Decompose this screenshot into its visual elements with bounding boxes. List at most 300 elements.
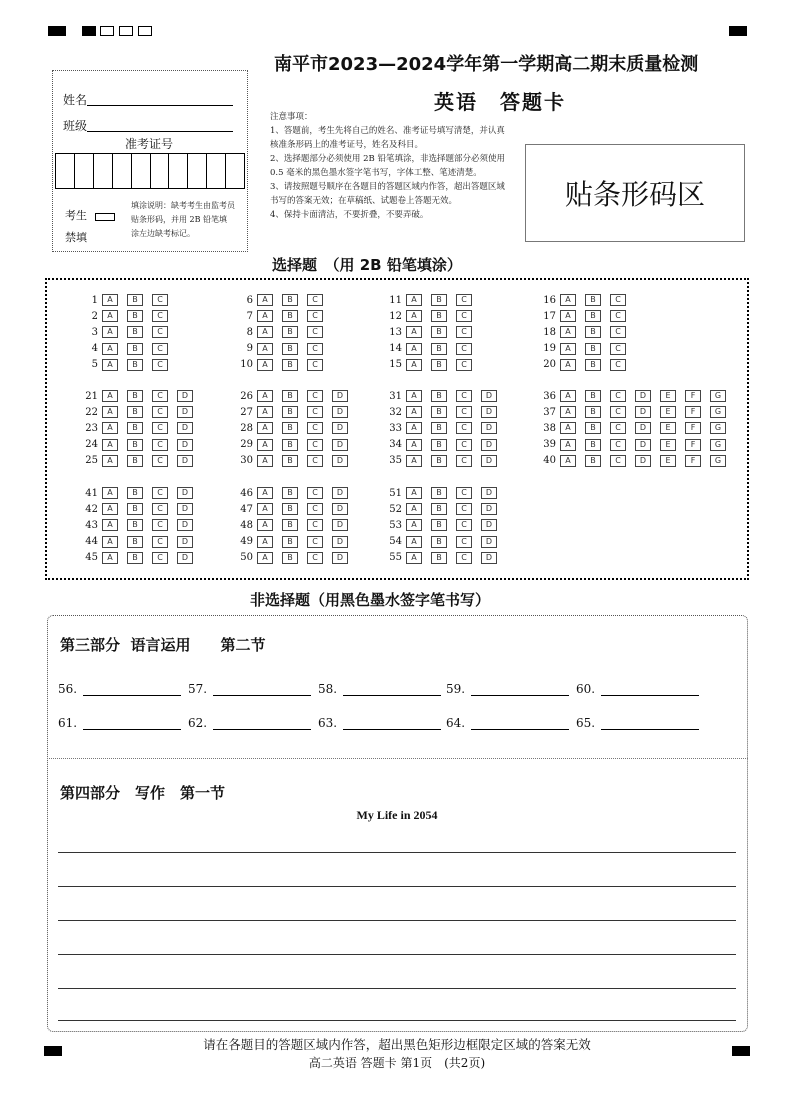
option-bubble[interactable]: D [481,487,497,499]
option-bubble[interactable]: A [257,406,273,418]
option-bubble[interactable]: A [406,503,422,515]
option-bubble[interactable]: C [152,359,168,371]
blank-58[interactable] [318,682,441,696]
question-row [231,390,357,402]
question-row [76,552,202,564]
option-bubble[interactable]: C [307,310,323,322]
option-bubble[interactable]: B [282,536,298,548]
option-bubble[interactable]: B [431,326,447,338]
option-bubble[interactable]: D [635,439,651,451]
corner-mark-top-right [729,26,747,36]
option-bubble[interactable]: C [456,326,472,338]
option-bubble[interactable]: D [332,519,348,531]
option-bubble[interactable]: A [102,455,118,467]
option-bubble[interactable]: C [610,390,626,402]
option-bubble[interactable]: D [481,519,497,531]
option-bubble[interactable]: C [456,439,472,451]
option-bubble[interactable]: C [456,343,472,355]
option-bubble[interactable]: C [610,455,626,467]
option-bubble[interactable]: B [127,455,143,467]
option-bubble[interactable]: D [635,406,651,418]
exam-id-grid[interactable] [55,153,245,189]
option-bubble[interactable]: A [406,343,422,355]
option-bubble[interactable]: D [177,455,193,467]
option-bubble[interactable]: A [406,294,422,306]
question-number: 25 [85,455,98,467]
option-bubble[interactable]: G [710,439,726,451]
option-bubble[interactable]: D [635,455,651,467]
question-row [534,390,735,402]
option-bubble[interactable]: C [456,487,472,499]
option-bubble[interactable]: B [127,310,143,322]
option-bubble[interactable]: C [456,503,472,515]
option-bubble[interactable]: C [610,406,626,418]
option-bubble[interactable]: B [127,390,143,402]
option-bubble[interactable]: B [585,390,601,402]
question-number: 52 [389,503,402,515]
option-bubble[interactable]: A [102,326,118,338]
writing-line[interactable] [58,1020,736,1021]
option-bubble[interactable]: B [127,552,143,564]
writing-line[interactable] [58,920,736,921]
question-row [534,406,735,418]
blank-number: 60. [576,682,596,696]
option-bubble[interactable]: B [431,294,447,306]
question-row [231,439,357,451]
option-bubble[interactable]: D [177,519,193,531]
option-bubble[interactable]: A [257,422,273,434]
option-bubble[interactable]: A [560,359,576,371]
option-bubble[interactable]: B [431,455,447,467]
option-bubble[interactable]: C [456,422,472,434]
option-bubble[interactable]: B [282,503,298,515]
option-bubble[interactable]: C [456,406,472,418]
option-bubble[interactable]: C [307,343,323,355]
option-bubble[interactable]: D [332,487,348,499]
option-bubble[interactable]: F [685,390,701,402]
option-bubble[interactable]: E [660,422,676,434]
option-bubble[interactable]: B [127,487,143,499]
option-bubble[interactable]: A [406,519,422,531]
option-bubble[interactable]: A [102,390,118,402]
blank-56[interactable] [58,682,181,696]
option-bubble[interactable]: A [257,519,273,531]
option-bubble[interactable]: C [456,294,472,306]
option-bubble[interactable]: A [257,536,273,548]
corner-mark-top-left [48,26,66,36]
option-bubble[interactable]: G [710,422,726,434]
option-bubble[interactable]: B [585,455,601,467]
option-bubble[interactable]: B [431,519,447,531]
option-bubble[interactable]: A [560,390,576,402]
question-number: 19 [543,343,556,355]
option-bubble[interactable]: G [710,406,726,418]
option-bubble[interactable]: B [282,343,298,355]
option-bubble[interactable]: A [257,390,273,402]
question-row [76,343,177,355]
option-bubble[interactable]: B [282,310,298,322]
option-bubble[interactable]: D [332,406,348,418]
notice-item: 2、选择题部分必须使用 2B 铅笔填涂，非选择题部分必须使用 0.5 毫米的黑色墨水签字笔书写，字体工整、笔迹清楚。 [270,154,505,178]
option-bubble[interactable]: D [481,536,497,548]
option-bubble[interactable]: B [585,343,601,355]
option-bubble[interactable]: D [481,503,497,515]
option-bubble[interactable]: C [456,359,472,371]
option-bubble[interactable]: A [257,294,273,306]
option-bubble[interactable]: B [282,294,298,306]
card-subtitle: 英语 答题卡 [434,90,566,114]
option-bubble[interactable]: C [152,552,168,564]
option-bubble[interactable]: B [127,422,143,434]
option-bubble[interactable]: F [685,406,701,418]
non-choice-area [47,615,748,1032]
writing-line[interactable] [58,954,736,955]
option-bubble[interactable]: A [257,310,273,322]
option-bubble[interactable]: D [332,503,348,515]
option-bubble[interactable]: A [560,294,576,306]
class-field[interactable] [63,117,233,134]
option-bubble[interactable]: A [257,487,273,499]
option-bubble[interactable]: A [406,455,422,467]
blank-59[interactable] [446,682,569,696]
option-bubble[interactable]: A [560,326,576,338]
option-bubble[interactable]: D [177,390,193,402]
option-bubble[interactable]: A [406,439,422,451]
writing-line[interactable] [58,988,736,989]
blank-line [213,683,311,696]
question-number: 2 [91,310,98,322]
option-bubble[interactable]: B [585,294,601,306]
option-bubble[interactable]: B [585,310,601,322]
blank-60[interactable] [576,682,699,696]
option-bubble[interactable]: C [610,422,626,434]
option-bubble[interactable]: A [560,343,576,355]
option-bubble[interactable]: F [685,455,701,467]
option-bubble[interactable]: A [102,406,118,418]
question-number: 1 [91,294,98,306]
option-bubble[interactable]: D [177,503,193,515]
notice-item: 3、请按照题号顺序在各题目的答题区域内作答，超出答题区域书写的答案无效；在草稿纸、试题卷上答题无效。 [270,182,505,206]
option-bubble[interactable]: D [635,422,651,434]
option-bubble[interactable]: B [431,390,447,402]
option-bubble[interactable]: A [560,422,576,434]
blank-62[interactable] [188,716,311,730]
option-bubble[interactable]: B [127,294,143,306]
option-bubble[interactable]: C [456,390,472,402]
option-bubble[interactable]: B [431,487,447,499]
option-bubble[interactable]: B [127,406,143,418]
option-bubble[interactable]: B [282,422,298,434]
option-bubble[interactable]: B [127,519,143,531]
option-bubble[interactable]: F [685,439,701,451]
option-bubble[interactable]: B [431,343,447,355]
absent-mark-box[interactable] [95,213,115,221]
section-divider [47,758,748,759]
option-bubble[interactable]: B [431,536,447,548]
option-bubble[interactable]: C [152,294,168,306]
question-number: 30 [240,455,253,467]
option-bubble[interactable]: D [481,455,497,467]
option-bubble[interactable]: B [127,359,143,371]
blank-65[interactable] [576,716,699,730]
option-bubble[interactable]: D [332,455,348,467]
option-bubble[interactable]: D [332,390,348,402]
notice-item: 4、保持卡面清洁，不要折叠，不要弄破。 [270,210,429,220]
option-bubble[interactable]: C [307,359,323,371]
option-bubble[interactable]: B [282,406,298,418]
option-bubble[interactable]: B [431,552,447,564]
option-bubble[interactable]: C [152,487,168,499]
option-bubble[interactable]: D [332,439,348,451]
option-bubble[interactable]: A [257,439,273,451]
option-bubble[interactable]: D [481,552,497,564]
question-number: 9 [246,343,253,355]
writing-line[interactable] [58,852,736,853]
blank-61[interactable] [58,716,181,730]
option-bubble[interactable]: C [307,503,323,515]
option-bubble[interactable]: A [257,343,273,355]
option-bubble[interactable]: C [152,503,168,515]
option-bubble[interactable]: B [282,519,298,531]
option-bubble[interactable]: C [307,536,323,548]
option-bubble[interactable]: D [177,422,193,434]
option-bubble[interactable]: C [610,310,626,322]
question-number: 37 [543,406,556,418]
option-bubble[interactable]: C [307,422,323,434]
option-bubble[interactable]: C [307,406,323,418]
question-number: 31 [389,390,402,402]
option-bubble[interactable]: A [102,487,118,499]
option-bubble[interactable]: C [152,343,168,355]
option-bubble[interactable]: B [127,439,143,451]
option-bubble[interactable]: A [560,455,576,467]
question-row [534,326,635,338]
option-bubble[interactable]: D [332,536,348,548]
option-bubble[interactable]: C [307,519,323,531]
option-bubble[interactable]: C [152,536,168,548]
option-bubble[interactable]: A [406,552,422,564]
option-bubble[interactable]: B [127,536,143,548]
notice-item: 1、答题前，考生先将自己的姓名、准考证号填写清楚，并认真核准条形码上的准考证号，姓名及科目。 [270,126,505,150]
option-bubble[interactable]: A [102,552,118,564]
question-row [76,359,177,371]
question-number: 48 [240,519,253,531]
option-bubble[interactable]: B [585,406,601,418]
option-bubble[interactable]: G [710,455,726,467]
option-bubble[interactable]: C [152,439,168,451]
choice-heading: 选择题 （用 2B 铅笔填涂） [272,256,462,274]
option-bubble[interactable]: D [481,422,497,434]
option-bubble[interactable]: A [102,536,118,548]
option-bubble[interactable]: B [431,310,447,322]
option-bubble[interactable]: D [332,422,348,434]
option-bubble[interactable]: B [282,552,298,564]
option-bubble[interactable]: B [282,326,298,338]
footer-warning: 请在各题目的答题区域内作答，超出黑色矩形边框限定区域的答案无效 [203,1037,591,1052]
option-bubble[interactable]: C [610,294,626,306]
option-bubble[interactable]: A [102,343,118,355]
option-bubble[interactable]: C [307,455,323,467]
option-bubble[interactable]: C [610,326,626,338]
option-bubble[interactable]: C [610,343,626,355]
option-bubble[interactable]: B [431,359,447,371]
option-bubble[interactable]: C [610,439,626,451]
option-bubble[interactable]: A [102,359,118,371]
option-bubble[interactable]: B [127,343,143,355]
option-bubble[interactable]: C [152,519,168,531]
option-bubble[interactable]: D [481,439,497,451]
option-bubble[interactable]: C [456,455,472,467]
option-bubble[interactable]: C [610,359,626,371]
option-bubble[interactable]: B [431,439,447,451]
option-bubble[interactable]: C [456,552,472,564]
blank-57[interactable] [188,682,311,696]
option-bubble[interactable]: B [127,503,143,515]
question-row [380,519,506,531]
question-row [76,536,202,548]
name-field[interactable] [63,91,233,108]
question-row [380,406,506,418]
question-row [380,294,481,306]
option-bubble[interactable]: C [307,390,323,402]
option-bubble[interactable]: B [282,359,298,371]
question-row [231,310,332,322]
option-bubble[interactable]: C [152,390,168,402]
question-number: 45 [85,552,98,564]
option-bubble[interactable]: C [456,310,472,322]
option-bubble[interactable]: A [102,519,118,531]
blank-64[interactable] [446,716,569,730]
absent-label [65,205,87,249]
option-bubble[interactable]: C [152,326,168,338]
blank-63[interactable] [318,716,441,730]
option-bubble[interactable]: D [177,536,193,548]
option-bubble[interactable]: F [685,422,701,434]
option-bubble[interactable]: E [660,406,676,418]
option-bubble[interactable]: A [102,310,118,322]
option-bubble[interactable]: E [660,390,676,402]
option-bubble[interactable]: B [585,422,601,434]
option-bubble[interactable]: C [307,439,323,451]
option-bubble[interactable]: A [560,439,576,451]
option-bubble[interactable]: B [585,439,601,451]
option-bubble[interactable]: A [102,503,118,515]
option-bubble[interactable]: A [560,406,576,418]
exam-title: 南平市2023—2024学年第一学期高二期末质量检测 [274,54,699,75]
question-number: 50 [240,552,253,564]
option-bubble[interactable]: D [177,439,193,451]
question-number: 6 [246,294,253,306]
option-bubble[interactable]: A [406,390,422,402]
option-bubble[interactable]: B [282,455,298,467]
option-bubble[interactable]: B [431,406,447,418]
question-row [76,406,202,418]
part4-heading: 第四部分 写作 第一节 [60,784,226,802]
page-marker-empty [138,26,152,36]
option-bubble[interactable]: A [406,406,422,418]
question-row [231,487,357,499]
option-bubble[interactable]: D [481,406,497,418]
option-bubble[interactable]: C [456,519,472,531]
option-bubble[interactable]: C [152,455,168,467]
option-bubble[interactable]: C [152,310,168,322]
option-bubble[interactable]: C [152,422,168,434]
option-bubble[interactable]: B [282,390,298,402]
option-bubble[interactable]: A [406,326,422,338]
option-bubble[interactable]: E [660,439,676,451]
option-bubble[interactable]: A [102,294,118,306]
option-bubble[interactable]: A [406,536,422,548]
page-number: 高二英语 答题卡 第1页 (共2页) [308,1056,486,1070]
option-bubble[interactable]: B [282,487,298,499]
option-bubble[interactable]: C [307,326,323,338]
blank-number: 58. [318,682,338,696]
barcode-label: 贴条形码区 [564,178,705,211]
exam-id-label: 准考证号 [125,137,174,151]
question-number: 41 [85,487,98,499]
question-row [534,294,635,306]
name-line [87,91,233,106]
option-bubble[interactable]: B [127,326,143,338]
option-bubble[interactable]: D [481,390,497,402]
option-bubble[interactable]: A [102,439,118,451]
option-bubble[interactable]: C [307,487,323,499]
option-bubble[interactable]: B [431,503,447,515]
question-number: 39 [543,439,556,451]
option-bubble[interactable]: A [406,310,422,322]
student-info-box [52,70,248,252]
option-bubble[interactable]: B [431,422,447,434]
question-number: 10 [240,359,253,371]
option-bubble[interactable]: A [257,359,273,371]
option-bubble[interactable]: E [660,455,676,467]
option-bubble[interactable]: A [257,552,273,564]
option-bubble[interactable]: C [152,406,168,418]
option-bubble[interactable]: G [710,390,726,402]
option-bubble[interactable]: D [177,406,193,418]
question-row [534,422,735,434]
option-bubble[interactable]: B [585,326,601,338]
option-bubble[interactable]: A [406,487,422,499]
option-bubble[interactable]: A [257,503,273,515]
question-row [76,422,202,434]
question-row [534,343,635,355]
blank-line [343,683,441,696]
blank-line [471,683,569,696]
option-bubble[interactable]: D [635,390,651,402]
question-number: 47 [240,503,253,515]
writing-line[interactable] [58,886,736,887]
option-bubble[interactable]: B [585,359,601,371]
question-row [76,503,202,515]
option-bubble[interactable]: A [257,455,273,467]
option-bubble[interactable]: A [102,422,118,434]
option-bubble[interactable]: A [406,359,422,371]
option-bubble[interactable]: C [307,552,323,564]
blank-line [213,717,311,730]
option-bubble[interactable]: A [257,326,273,338]
question-number: 38 [543,422,556,434]
option-bubble[interactable]: D [177,552,193,564]
option-bubble[interactable]: A [406,422,422,434]
option-bubble[interactable]: B [282,439,298,451]
question-number: 32 [389,406,402,418]
option-bubble[interactable]: D [177,487,193,499]
option-bubble[interactable]: C [307,294,323,306]
option-bubble[interactable]: D [332,552,348,564]
option-bubble[interactable]: A [560,310,576,322]
option-bubble[interactable]: C [456,536,472,548]
